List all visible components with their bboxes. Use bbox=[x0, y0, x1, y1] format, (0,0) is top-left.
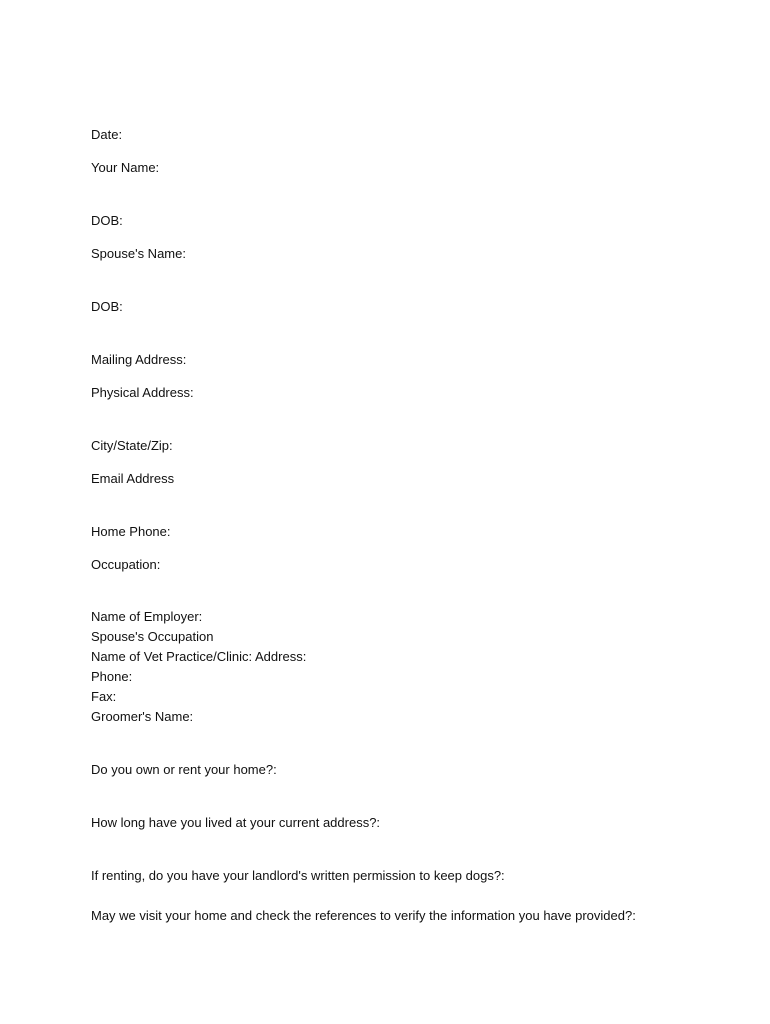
date-label: Date: bbox=[91, 127, 123, 142]
mailing-address-label: Mailing Address: bbox=[91, 352, 187, 367]
phone-label: Phone: bbox=[91, 669, 133, 684]
fax-label: Fax: bbox=[91, 689, 117, 704]
vet-practice-label: Name of Vet Practice/Clinic: Address: bbox=[91, 649, 307, 664]
spouse-dob-label: DOB: bbox=[91, 299, 123, 314]
spouse-name-label: Spouse's Name: bbox=[91, 246, 186, 261]
landlord-permission-question: If renting, do you have your landlord's written permission to keep dogs?: bbox=[91, 868, 505, 883]
groomer-label: Groomer's Name: bbox=[91, 709, 194, 724]
spouse-occupation-label: Spouse's Occupation bbox=[91, 629, 214, 644]
your-name-label: Your Name: bbox=[91, 160, 160, 175]
city-state-zip-label: City/State/Zip: bbox=[91, 438, 173, 453]
occupation-label: Occupation: bbox=[91, 557, 161, 572]
own-or-rent-question: Do you own or rent your home?: bbox=[91, 762, 277, 777]
how-long-question: How long have you lived at your current address?: bbox=[91, 815, 381, 830]
physical-address-label: Physical Address: bbox=[91, 385, 194, 400]
employer-label: Name of Employer: bbox=[91, 609, 203, 624]
dob-label: DOB: bbox=[91, 213, 123, 228]
email-address-label: Email Address bbox=[91, 471, 175, 486]
home-phone-label: Home Phone: bbox=[91, 524, 171, 539]
visit-home-question: May we visit your home and check the references to verify the information you have provided?: bbox=[91, 908, 636, 923]
